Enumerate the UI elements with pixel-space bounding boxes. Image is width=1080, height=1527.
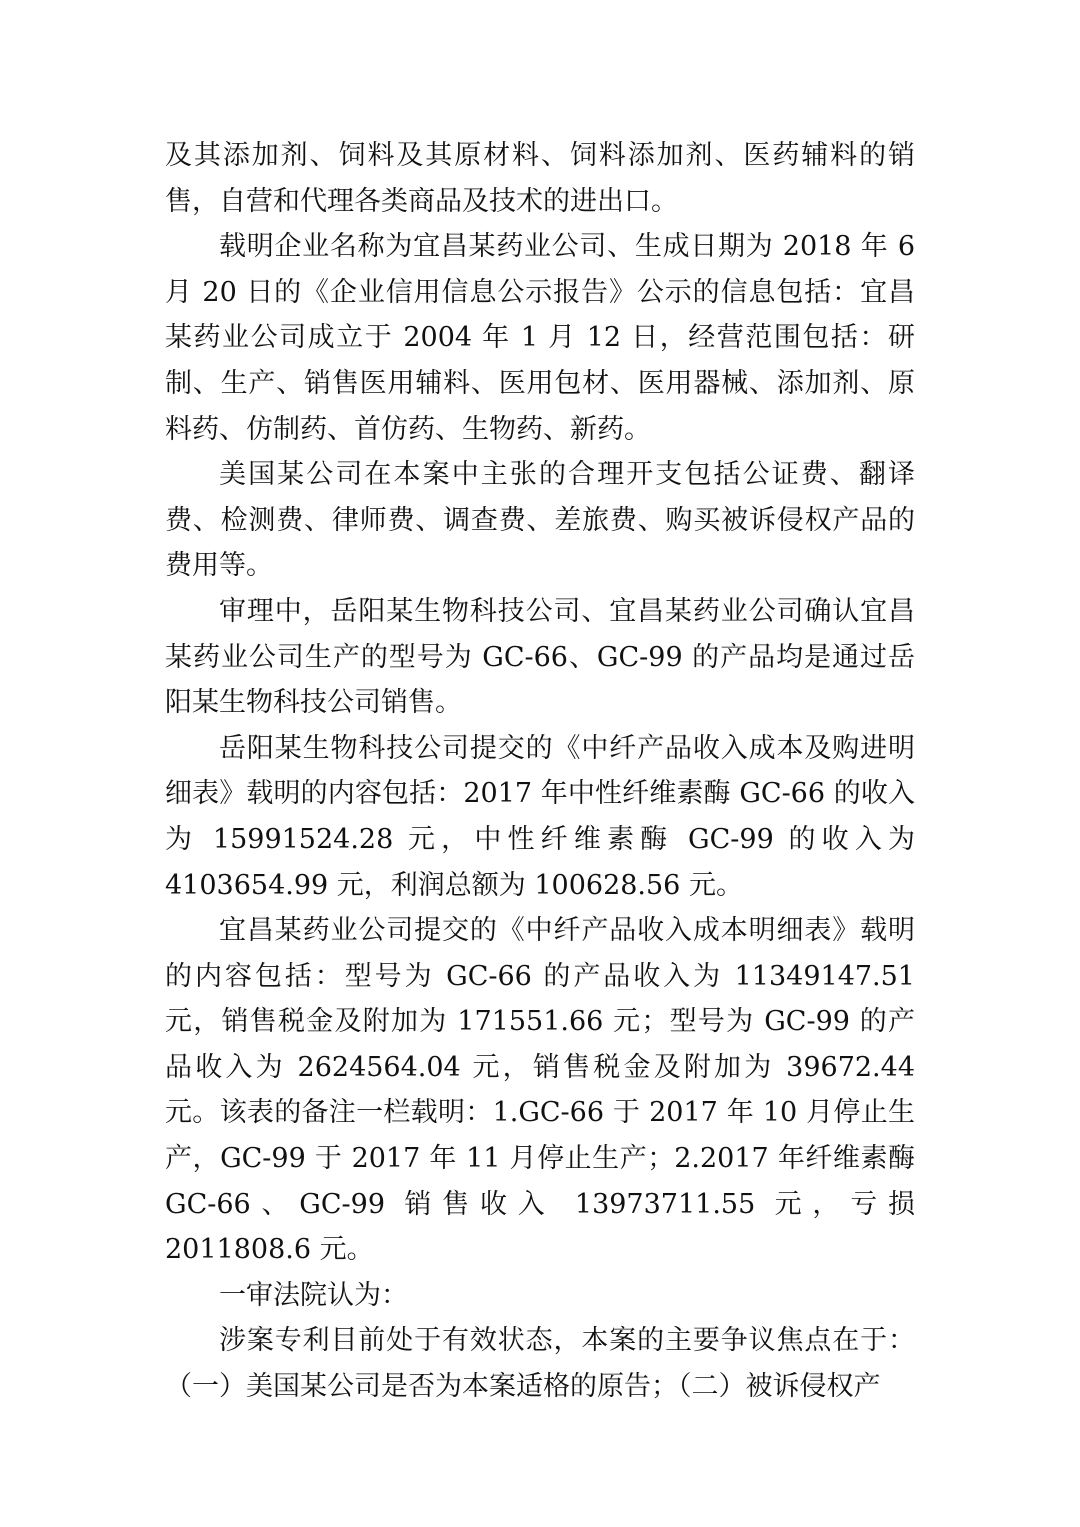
paragraph-7: 一审法院认为： (219, 1279, 408, 1311)
paragraph-2: 载明企业名称为宜昌某药业公司、生成日期为 2018 年 6 月 20 日的《企业信用信息公示报告》公示的信息包括：宜昌某药业公司成立于 2004 年 1 月 12 日，经营范围包括：研制、生产、销售医用辅料、医用包材、医用器械、添加剂、原料药、仿制药、首仿药、生物药、新药。 (165, 231, 915, 445)
document-body (165, 133, 915, 1410)
paragraph-6: 宜昌某药业公司提交的《中纤产品收入成本明细表》载明的内容包括：型号为 GC-66 的产品收入为 11349147.51 元，销售税金及附加为 171551.66 元；型号为 GC-99 的产品收入为 2624564.04 元，销售税金及附加为 39672.44 元。该表的备注一栏载明：1.GC-66 于 2017 年 10 月停止生产，GC-99 于 2017 年 11 月停止生产；2.2017 年纤维素酶 GC-66、GC-99 销售收入 13973711.55 元，亏损 2011808.6 元。 (165, 915, 915, 1266)
paragraph-1: 及其添加剂、饲料及其原材料、饲料添加剂、医药辅料的销售，自营和代理各类商品及技术的进出口。 (165, 140, 915, 217)
paragraph-3: 美国某公司在本案中主张的合理开支包括公证费、翻译费、检测费、律师费、调查费、差旅费、购买被诉侵权产品的费用等。 (165, 459, 915, 582)
paragraph-8: 涉案专利目前处于有效状态，本案的主要争议焦点在于：（一）美国某公司是否为本案适格的原告；（二）被诉侵权产 (165, 1325, 915, 1403)
paragraph-5: 岳阳某生物科技公司提交的《中纤产品收入成本及购进明细表》载明的内容包括：2017 年中性纤维素酶 GC-66 的收入为 15991524.28 元，中性纤维素酶 GC-99 的收入为 4103654.99 元，利润总额为 100628.56 元。 (165, 732, 915, 901)
paragraph-4: 审理中，岳阳某生物科技公司、宜昌某药业公司确认宜昌某药业公司生产的型号为 GC-66、GC-99 的产品均是通过岳阳某生物科技公司销售。 (165, 595, 915, 719)
